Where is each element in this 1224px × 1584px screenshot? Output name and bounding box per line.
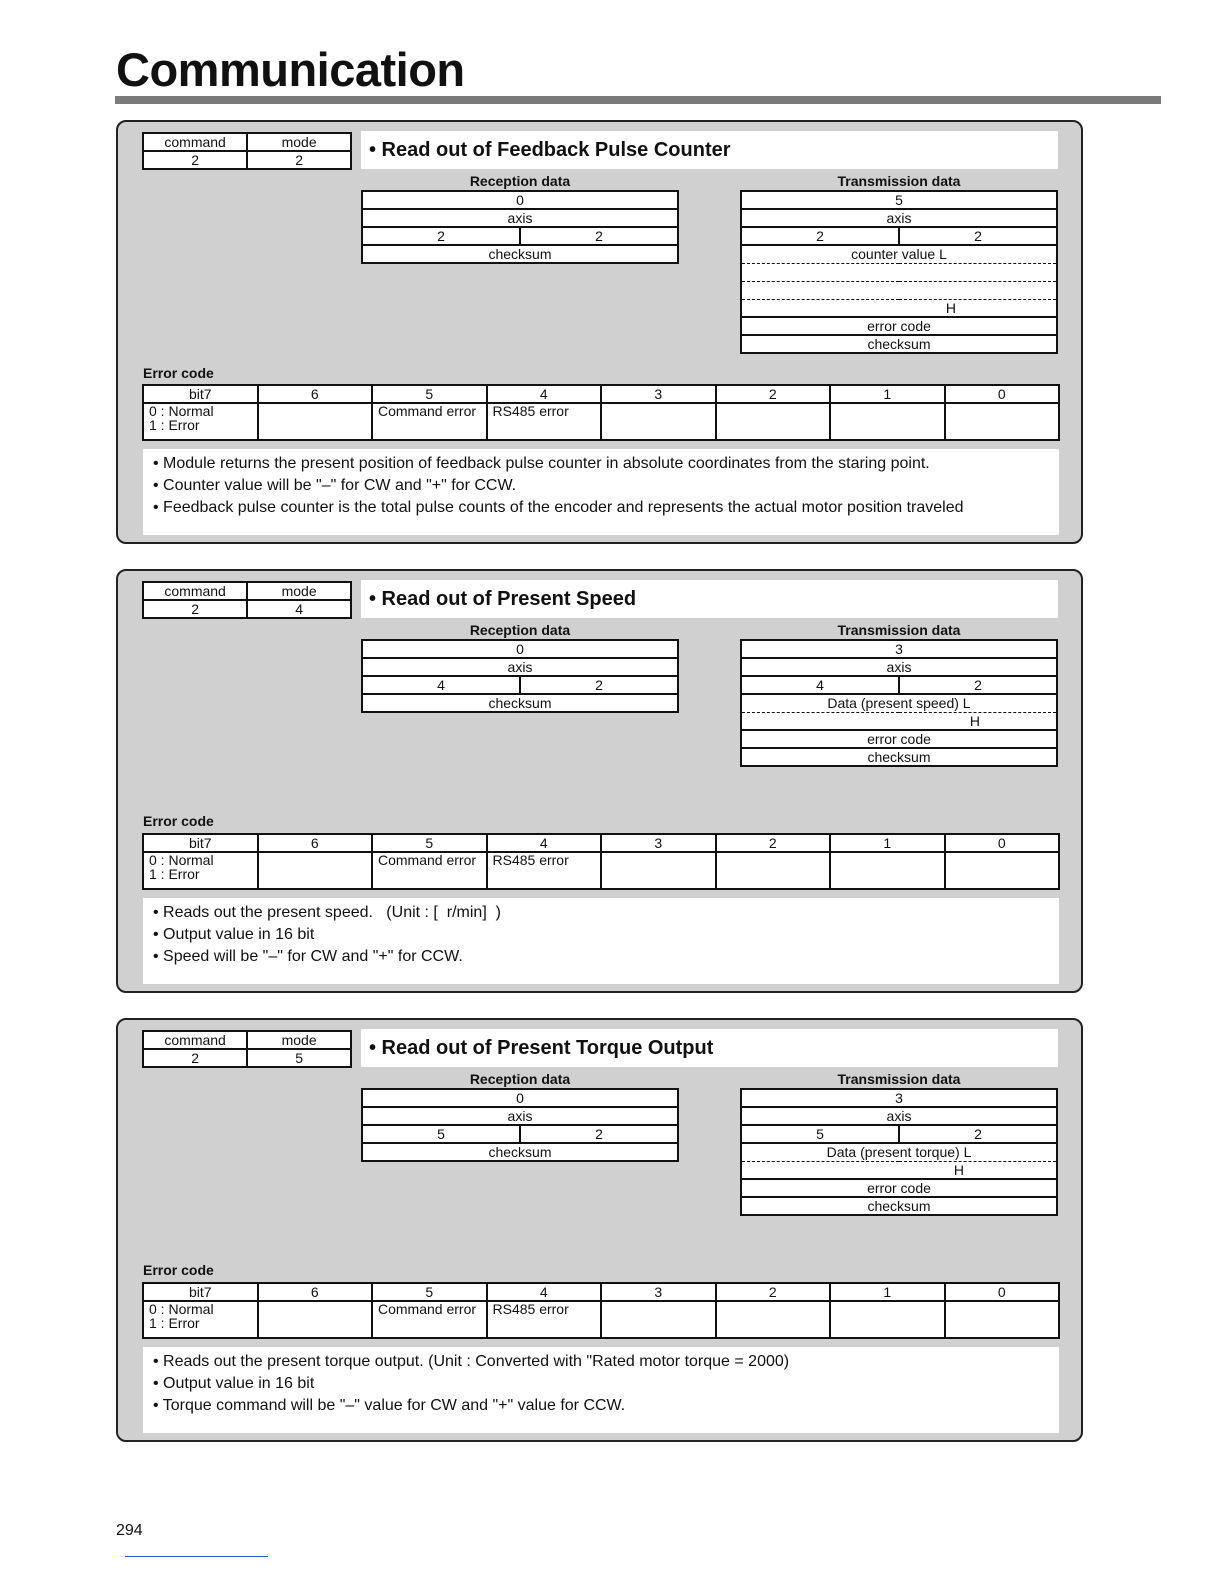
err-cell: Command error xyxy=(372,1301,487,1338)
mode-label: mode xyxy=(247,582,351,600)
rx-cell: axis xyxy=(362,209,678,227)
err-header: 2 xyxy=(716,1283,831,1301)
transmission-data-table xyxy=(740,639,1058,767)
command-label: command xyxy=(143,582,247,600)
section-title: • Read out of Present Torque Output xyxy=(361,1029,1058,1067)
reception-data-table xyxy=(361,1088,679,1162)
rx-cell: 2 xyxy=(520,676,678,694)
err-cell: 0 : Normal 1 : Error xyxy=(143,852,258,889)
err-cell xyxy=(258,852,373,889)
err-cell xyxy=(716,403,831,440)
transmission-data-label: Transmission data xyxy=(837,622,961,638)
command-value: 2 xyxy=(143,600,247,618)
command-mode-table xyxy=(142,1030,352,1068)
tx-cell: H xyxy=(741,1161,1057,1179)
tx-cell: 5 xyxy=(741,191,1057,209)
err-header: 0 xyxy=(945,385,1060,403)
err-cell xyxy=(258,1301,373,1338)
err-header: bit7 xyxy=(143,834,258,852)
transmission-data-label: Transmission data xyxy=(837,1071,961,1087)
rx-cell: checksum xyxy=(362,1143,678,1161)
tx-cell: 4 xyxy=(741,676,899,694)
error-code-table xyxy=(142,1282,1060,1339)
transmission-data-label: Transmission data xyxy=(837,173,961,189)
tx-cell: checksum xyxy=(741,335,1057,353)
error-code-label: Error code xyxy=(143,813,214,829)
error-code-label: Error code xyxy=(143,365,214,381)
command-mode-table xyxy=(142,132,352,170)
tx-cell: axis xyxy=(741,1107,1057,1125)
err-header: bit7 xyxy=(143,385,258,403)
err-cell xyxy=(716,852,831,889)
note-line: • Torque command will be "–" value for CW and "+" value for CCW. xyxy=(153,1397,626,1414)
err-cell: Command error xyxy=(372,403,487,440)
reception-data-label: Reception data xyxy=(469,622,571,638)
section-title: • Read out of Present Speed xyxy=(361,580,1058,618)
tx-cell: Data (present torque) L xyxy=(741,1143,1057,1161)
tx-cell xyxy=(741,281,1057,299)
err-header: 4 xyxy=(487,1283,602,1301)
notes-box xyxy=(143,449,1059,535)
rx-cell: 2 xyxy=(362,227,520,245)
tx-cell: checksum xyxy=(741,1197,1057,1215)
err-header: 1 xyxy=(830,834,945,852)
mode-label: mode xyxy=(247,1031,351,1049)
err-cell xyxy=(945,403,1060,440)
page-number: 294 xyxy=(116,1522,143,1539)
err-header: 4 xyxy=(487,385,602,403)
tx-cell: H xyxy=(741,299,1057,317)
err-header: 0 xyxy=(945,1283,1060,1301)
err-cell xyxy=(716,1301,831,1338)
err-cell: RS485 error xyxy=(487,852,602,889)
command-label: command xyxy=(143,133,247,151)
notes-box xyxy=(143,1347,1059,1433)
tx-cell: 2 xyxy=(899,676,1057,694)
err-header: 2 xyxy=(716,385,831,403)
err-cell: 0 : Normal 1 : Error xyxy=(143,403,258,440)
rx-cell: checksum xyxy=(362,694,678,712)
err-cell xyxy=(601,1301,716,1338)
rx-cell: 0 xyxy=(362,640,678,658)
tx-cell: error code xyxy=(741,317,1057,335)
reception-data-label: Reception data xyxy=(469,1071,571,1087)
err-header: bit7 xyxy=(143,1283,258,1301)
err-cell: RS485 error xyxy=(487,1301,602,1338)
err-cell: 0 : Normal 1 : Error xyxy=(143,1301,258,1338)
note-line: • Counter value will be "–" for CW and "+" for CCW. xyxy=(153,477,517,494)
tx-cell: axis xyxy=(741,209,1057,227)
err-cell: Command error xyxy=(372,852,487,889)
rx-cell: 0 xyxy=(362,191,678,209)
note-line: • Speed will be "–" for CW and "+" for CCW. xyxy=(153,948,463,965)
note-line: • Output value in 16 bit xyxy=(153,1375,315,1392)
rx-cell: 2 xyxy=(520,227,678,245)
transmission-data-table xyxy=(740,1088,1058,1216)
command-label: command xyxy=(143,1031,247,1049)
note-line: • Output value in 16 bit xyxy=(153,926,315,943)
error-code-label: Error code xyxy=(143,1262,214,1278)
title-rule xyxy=(115,96,1161,104)
err-cell xyxy=(601,852,716,889)
tx-cell: 2 xyxy=(741,227,899,245)
err-header: 1 xyxy=(830,1283,945,1301)
tx-cell: 2 xyxy=(899,227,1057,245)
mode-value: 4 xyxy=(247,600,351,618)
reception-data-table xyxy=(361,190,679,264)
note-line: • Module returns the present position of feedback pulse counter in absolute coordinates from the staring point. xyxy=(153,455,930,472)
rx-cell: axis xyxy=(362,658,678,676)
err-header: 3 xyxy=(601,1283,716,1301)
tx-cell: 5 xyxy=(741,1125,899,1143)
tx-cell: 2 xyxy=(899,1125,1057,1143)
tx-cell: Data (present speed) L xyxy=(741,694,1057,712)
err-header: 3 xyxy=(601,385,716,403)
page-title: Communication xyxy=(116,43,465,96)
err-header: 6 xyxy=(258,385,373,403)
rx-cell: checksum xyxy=(362,245,678,263)
rx-cell: 2 xyxy=(520,1125,678,1143)
command-value: 2 xyxy=(143,1049,247,1067)
tx-cell: H xyxy=(741,712,1057,730)
section-present-speed xyxy=(116,569,1083,993)
reception-data-label: Reception data xyxy=(469,173,571,189)
note-line: • Feedback pulse counter is the total pulse counts of the encoder and represents the actual motor position traveled xyxy=(153,499,964,516)
section-feedback-pulse-counter xyxy=(116,120,1083,544)
section-present-torque-output xyxy=(116,1018,1083,1442)
err-cell xyxy=(945,852,1060,889)
tx-cell: axis xyxy=(741,658,1057,676)
mode-value: 2 xyxy=(247,151,351,169)
err-cell xyxy=(830,1301,945,1338)
command-value: 2 xyxy=(143,151,247,169)
err-header: 5 xyxy=(372,385,487,403)
err-cell xyxy=(258,403,373,440)
err-cell: RS485 error xyxy=(487,403,602,440)
tx-cell xyxy=(741,263,1057,281)
tx-cell: 3 xyxy=(741,1089,1057,1107)
err-cell xyxy=(945,1301,1060,1338)
err-header: 6 xyxy=(258,1283,373,1301)
err-cell xyxy=(601,403,716,440)
error-code-table xyxy=(142,833,1060,890)
err-header: 4 xyxy=(487,834,602,852)
err-header: 5 xyxy=(372,1283,487,1301)
rx-cell: 0 xyxy=(362,1089,678,1107)
err-cell xyxy=(830,852,945,889)
err-cell xyxy=(830,403,945,440)
note-line: • Reads out the present speed. (Unit : [ r/min] ) xyxy=(153,904,501,921)
err-header: 2 xyxy=(716,834,831,852)
tx-cell: error code xyxy=(741,1179,1057,1197)
mode-value: 5 xyxy=(247,1049,351,1067)
err-header: 1 xyxy=(830,385,945,403)
err-header: 5 xyxy=(372,834,487,852)
tx-cell: 3 xyxy=(741,640,1057,658)
err-header: 6 xyxy=(258,834,373,852)
section-title: • Read out of Feedback Pulse Counter xyxy=(361,131,1058,169)
rx-cell: 5 xyxy=(362,1125,520,1143)
rx-cell: 4 xyxy=(362,676,520,694)
tx-cell: counter value L xyxy=(741,245,1057,263)
error-code-table xyxy=(142,384,1060,441)
command-mode-table xyxy=(142,581,352,619)
footer-link-underline[interactable] xyxy=(125,1556,268,1557)
tx-cell: checksum xyxy=(741,748,1057,766)
err-header: 3 xyxy=(601,834,716,852)
reception-data-table xyxy=(361,639,679,713)
notes-box xyxy=(143,898,1059,984)
err-header: 0 xyxy=(945,834,1060,852)
mode-label: mode xyxy=(247,133,351,151)
rx-cell: axis xyxy=(362,1107,678,1125)
transmission-data-table xyxy=(740,190,1058,354)
tx-cell: error code xyxy=(741,730,1057,748)
note-line: • Reads out the present torque output. (Unit : Converted with "Rated motor torque = 2000) xyxy=(153,1353,790,1370)
